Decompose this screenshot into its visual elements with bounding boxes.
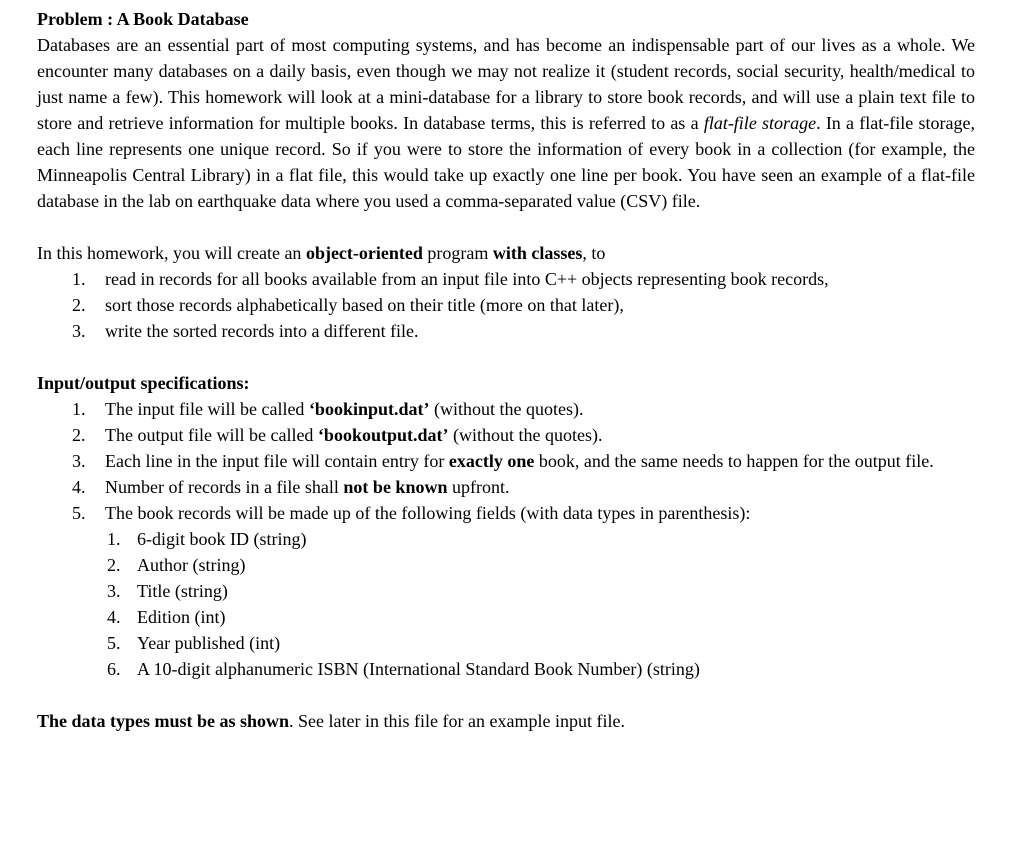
spec-text: The book records will be made up of the following fields (with data types in parenthesis):	[105, 503, 751, 523]
exactly-one-term: exactly one	[448, 451, 535, 471]
intro-text-1: Databases are an essential part of most computing systems, and has become an indispensable part of our lives as a whole. We encounter many databases on a daily basis, even though we may not realize it (student records, social security, health/medical to just name a few). This homework will look at a mini-database for a library to store book records, and will use a plain text file to store and retrieve information for multiple books. In database terms, this is referred to as a	[37, 35, 980, 133]
intro-paragraph	[37, 32, 980, 214]
list-item-text: Edition (int)	[137, 607, 226, 627]
specs-heading: Input/output specifications:	[37, 373, 250, 393]
spec-text: upfront.	[447, 477, 510, 497]
fields-list	[37, 526, 975, 682]
bookinput-filename: ‘bookinput.dat’	[308, 399, 430, 419]
spec-text: The input file will be called	[105, 399, 309, 419]
spec-text: book, and the same needs to happen for the output file.	[534, 451, 934, 471]
homework-text-3: , to	[582, 243, 606, 263]
object-oriented-term: object-oriented	[305, 243, 423, 263]
list-item-spec-3	[37, 448, 975, 474]
bookoutput-filename: ‘bookoutput.dat’	[317, 425, 449, 445]
homework-intro-paragraph	[37, 240, 975, 266]
closing-paragraph	[37, 708, 975, 734]
intro-text-2: . In a flat-file storage, each line represents one unique record. So if you were to store the information of every book in a collection (for example, the Minneapolis Central Library) in a flat file, this would take up exactly one line per book. You have seen an example of a flat-file database in the lab on earthquake data where you used a comma-separated value (CSV) file.	[37, 113, 980, 211]
list-item-text: Year published (int)	[137, 633, 281, 653]
list-item-text: write the sorted records into a different file.	[105, 321, 419, 341]
list-item-field-6	[37, 656, 975, 682]
flat-file-storage-term: flat-file storage	[703, 113, 817, 133]
list-number: 6.	[107, 659, 121, 679]
spec-text: (without the quotes).	[448, 425, 603, 445]
list-number: 1.	[107, 529, 121, 549]
list-item-text	[105, 500, 975, 526]
list-item-task-2	[37, 292, 975, 318]
not-be-known-term: not be known	[343, 477, 448, 497]
list-item-spec-5	[37, 500, 975, 526]
list-item-text	[105, 396, 975, 422]
list-item-text	[105, 422, 975, 448]
spec-text: Each line in the input file will contain entry for	[105, 451, 449, 471]
list-item-spec-1	[37, 396, 975, 422]
with-classes-term: with classes	[492, 243, 583, 263]
list-number: 3.	[72, 451, 86, 471]
spec-text: Number of records in a file shall	[105, 477, 344, 497]
list-item-text: Author (string)	[137, 555, 246, 575]
list-item-field-5	[37, 630, 975, 656]
tasks-list	[37, 266, 975, 344]
list-item-field-3	[37, 578, 975, 604]
list-item-field-4	[37, 604, 975, 630]
list-item-field-1	[37, 526, 975, 552]
list-number: 5.	[72, 503, 86, 523]
list-item-text: Title (string)	[137, 581, 228, 601]
homework-text-1: In this homework, you will create an	[37, 243, 306, 263]
list-item-text: read in records for all books available from an input file into C++ objects representing book records,	[105, 269, 829, 289]
list-item-text: A 10-digit alphanumeric ISBN (International Standard Book Number) (string)	[137, 659, 700, 679]
list-number: 4.	[72, 477, 86, 497]
list-number: 2.	[72, 295, 86, 315]
list-number: 2.	[72, 425, 86, 445]
list-item-text: sort those records alphabetically based on their title (more on that later),	[105, 295, 624, 315]
list-number: 2.	[107, 555, 121, 575]
list-number: 1.	[72, 269, 86, 289]
list-number: 3.	[107, 581, 121, 601]
list-item-text: 6-digit book ID (string)	[137, 529, 307, 549]
list-item-text	[105, 448, 975, 474]
homework-text-2: program	[422, 243, 493, 263]
list-number: 1.	[72, 399, 86, 419]
list-item-task-1	[37, 266, 975, 292]
spec-text: The output file will be called	[105, 425, 318, 445]
page-title: Problem : A Book Database	[37, 9, 249, 29]
list-number: 5.	[107, 633, 121, 653]
list-item-field-2	[37, 552, 975, 578]
list-item-spec-2	[37, 422, 975, 448]
specs-list	[37, 396, 975, 526]
list-number: 4.	[107, 607, 121, 627]
list-item-task-3	[37, 318, 975, 344]
data-types-emphasis: The data types must be as shown	[37, 711, 290, 731]
list-number: 3.	[72, 321, 86, 341]
list-item-spec-4	[37, 474, 975, 500]
closing-text: . See later in this file for an example input file.	[289, 711, 625, 731]
spec-text: (without the quotes).	[429, 399, 584, 419]
list-item-text	[105, 474, 975, 500]
